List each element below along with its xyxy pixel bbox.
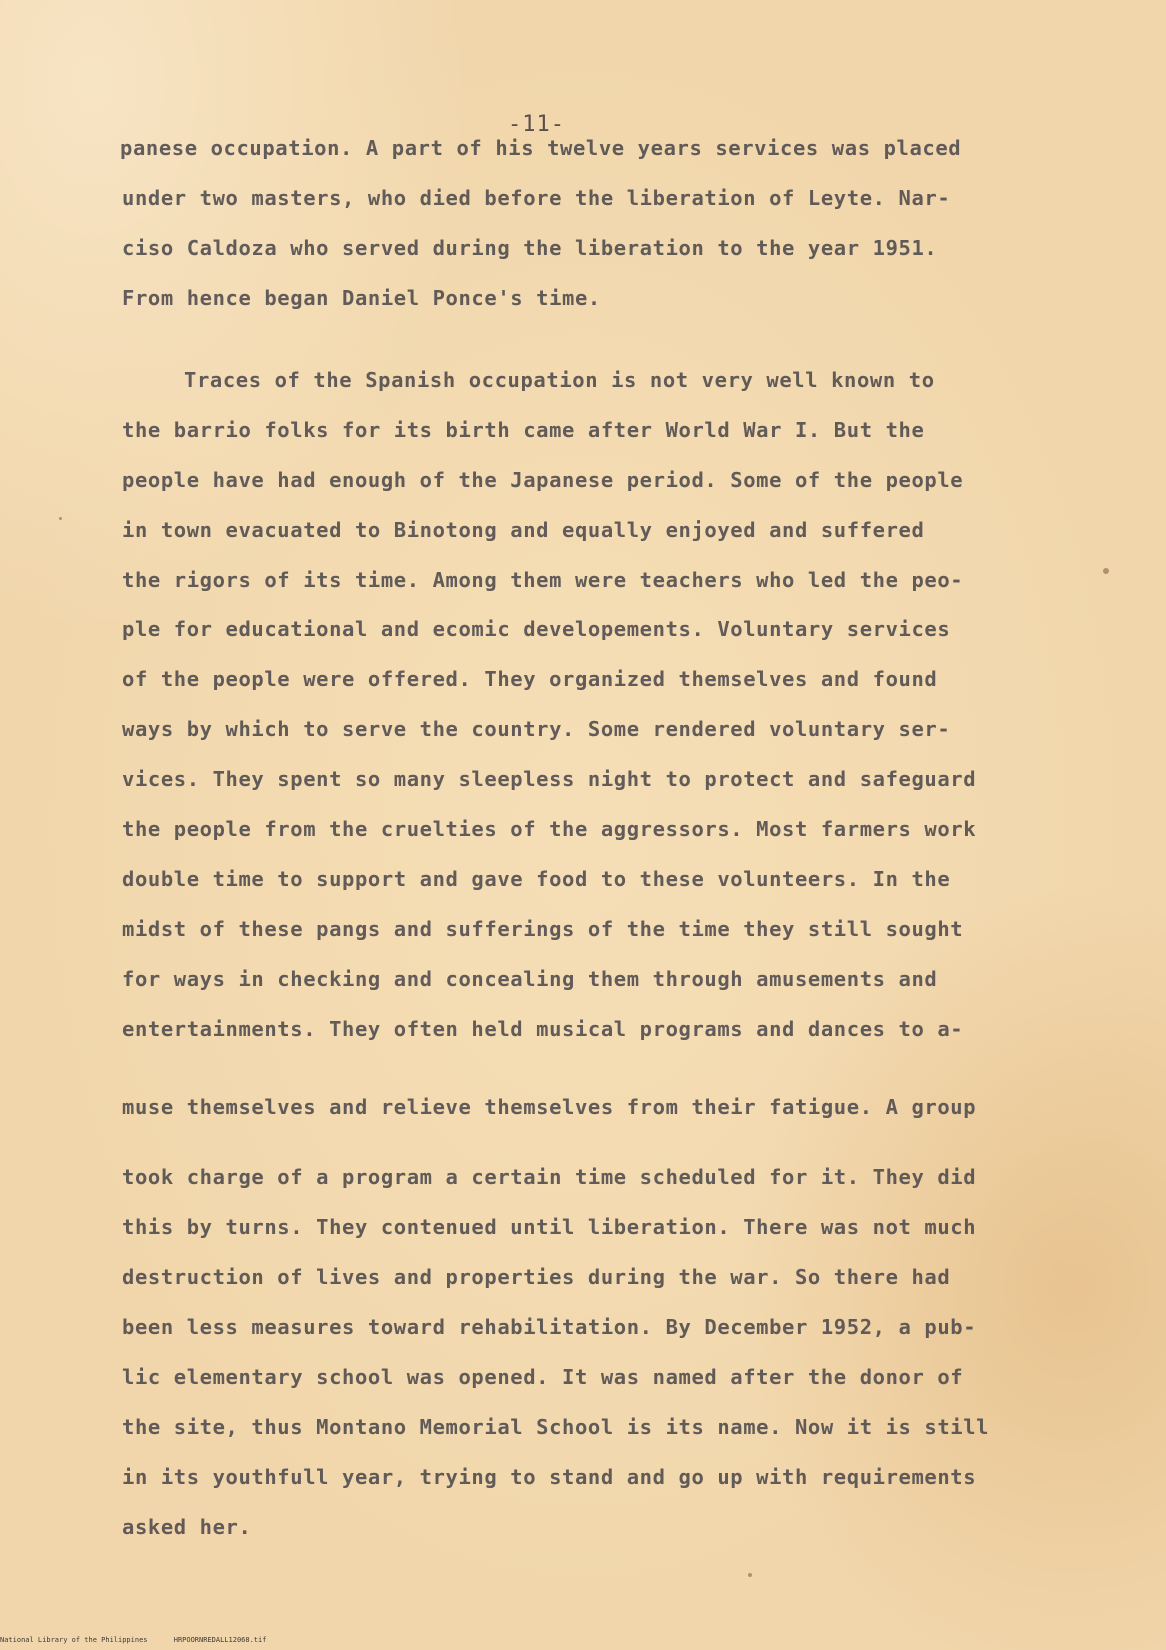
footer-caption bbox=[0, 1636, 288, 1644]
text-line: the barrio folks for its birth came after World War I. But the bbox=[122, 418, 925, 442]
text-line: the people from the cruelties of the aggressors. Most farmers work bbox=[122, 817, 977, 841]
text-line: for ways in checking and concealing them through amusements and bbox=[122, 967, 938, 991]
paper-speck bbox=[748, 1573, 752, 1577]
text-line: Traces of the Spanish occupation is not very well known to bbox=[184, 368, 935, 392]
text-line: under two masters, who died before the liberation of Leyte. Nar- bbox=[122, 186, 951, 210]
footer-file-id: HRPOORNREDALL12068.tif bbox=[173, 1636, 267, 1644]
text-line: lic elementary school was opened. It was named after the donor of bbox=[122, 1365, 964, 1389]
text-line: From hence began Daniel Ponce's time. bbox=[122, 286, 601, 310]
page-number: -11- bbox=[508, 112, 565, 137]
text-line: the site, thus Montano Memorial School is its name. Now it is still bbox=[122, 1415, 990, 1439]
text-line: muse themselves and relieve themselves from their fatigue. A group bbox=[122, 1095, 977, 1119]
text-line: asked her. bbox=[122, 1515, 252, 1539]
text-line: vices. They spent so many sleepless night to protect and safeguard bbox=[122, 767, 977, 791]
text-line: double time to support and gave food to these volunteers. In the bbox=[122, 867, 951, 891]
footer-library: National Library of the Philippines bbox=[0, 1636, 148, 1644]
paper-speck bbox=[59, 517, 62, 520]
text-line: destruction of lives and properties during the war. So there had bbox=[122, 1265, 951, 1289]
text-line: the rigors of its time. Among them were teachers who led the peo- bbox=[122, 568, 964, 592]
text-line: in town evacuated to Binotong and equally enjoyed and suffered bbox=[122, 518, 925, 542]
text-line: ways by which to serve the country. Some rendered voluntary ser- bbox=[122, 717, 951, 741]
text-line: ple for educational and ecomic developements. Voluntary services bbox=[122, 617, 951, 641]
text-line: took charge of a program a certain time scheduled for it. They did bbox=[122, 1165, 977, 1189]
text-line: been less measures toward rehabilitation. By December 1952, a pub- bbox=[122, 1315, 977, 1339]
text-line: ciso Caldoza who served during the liberation to the year 1951. bbox=[122, 236, 938, 260]
text-line: entertainments. They often held musical programs and dances to a- bbox=[122, 1017, 964, 1041]
text-line: midst of these pangs and sufferings of the time they still sought bbox=[122, 917, 964, 941]
text-line: this by turns. They contenued until liberation. There was not much bbox=[122, 1215, 977, 1239]
text-line: in its youthfull year, trying to stand and go up with requirements bbox=[122, 1465, 977, 1489]
text-line: panese occupation. A part of his twelve years services was placed bbox=[120, 136, 962, 160]
paper-speck bbox=[1103, 568, 1109, 574]
text-line: of the people were offered. They organized themselves and found bbox=[122, 667, 938, 691]
text-line: people have had enough of the Japanese period. Some of the people bbox=[122, 468, 964, 492]
